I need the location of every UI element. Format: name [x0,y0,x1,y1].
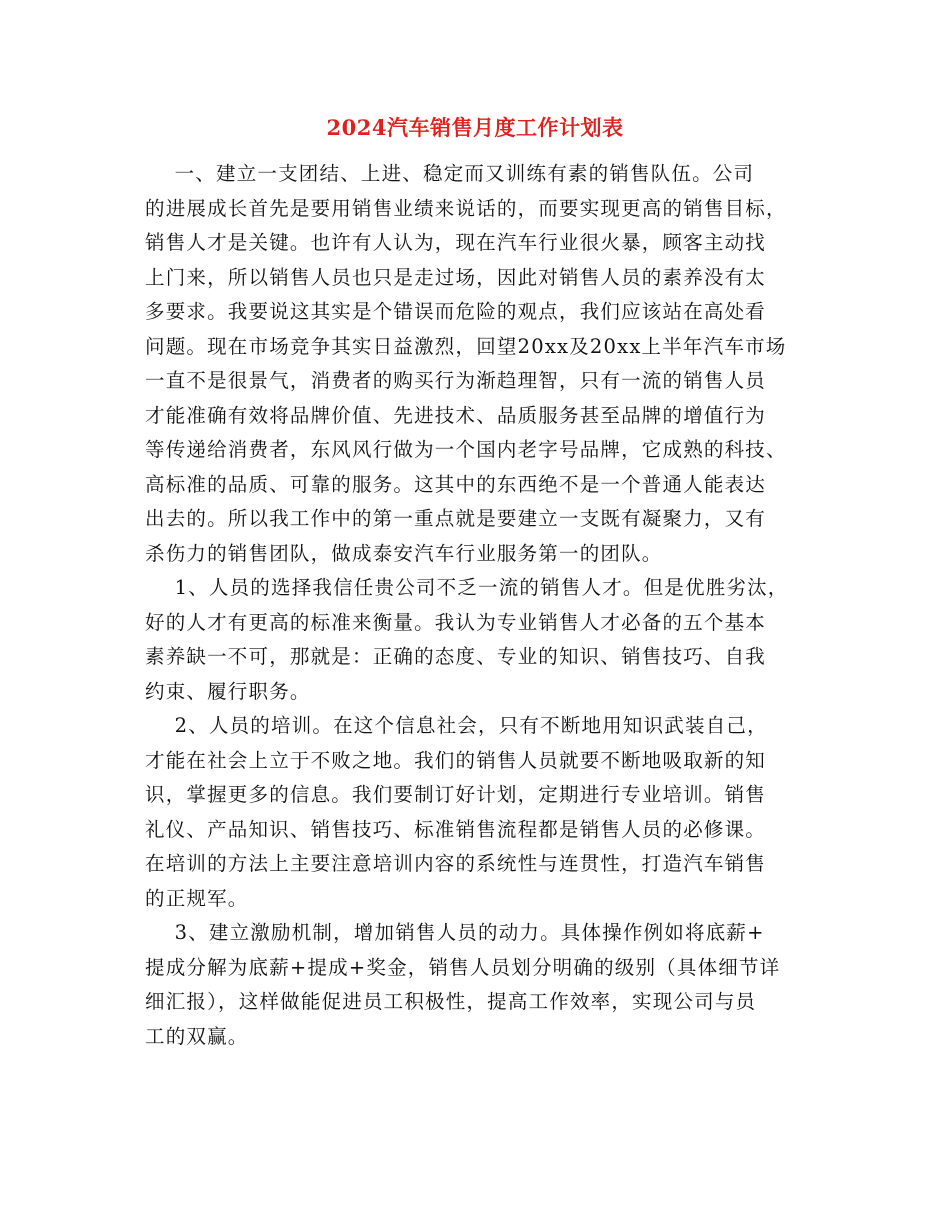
body-text-line: 销售人才是关键。也许有人认为，现在汽车行业很火暴，顾客主动找 [145,231,767,254]
body-text-line: 好的人才有更高的标准来衡量。我认为专业销售人才必备的五个基本 [145,610,767,634]
body-text-line: 识，掌握更多的信息。我们要制订好计划，定期进行专业培训。销售 [145,783,767,806]
body-text-line: 在培训的方法上主要注意培训内容的系统性与连贯性，打造汽车销售 [145,852,767,875]
body-text-line: 问题。现在市场竞争其实日益激烈，回望20xx及20xx上半年汽车市场 [145,334,787,358]
body-text-line: 一直不是很景气，消费者的购买行为渐趋理智，只有一流的销售人员 [145,369,767,392]
document-title: 2024汽车销售月度工作计划表 [326,115,624,140]
body-text-line: 上门来，所以销售人员也只是走过场，因此对销售人员的素养没有太 [145,265,767,289]
body-text-line: 礼仪、产品知识、销售技巧、标准销售流程都是销售人员的必修课。 [145,817,767,841]
body-text-line: 素养缺一不可，那就是：正确的态度、专业的知识、销售技巧、自我 [145,645,767,668]
body-text-line: 一、建立一支团结、上进、稳定而又训练有素的销售队伍。公司 [145,162,755,185]
body-text-line: 工的双赢。 [145,1024,249,1048]
body-text-line: 约束、履行职务。 [145,679,311,703]
body-text-line: 1、人员的选择我信任贵公司不乏一流的销售人才。但是优胜劣汰， [145,576,789,599]
body-text-line: 等传递给消费者，东风风行做为一个国内老字号品牌，它成熟的科技、 [145,438,787,461]
body-text-line: 3、建立激励机制，增加销售人员的动力。具体操作例如将底薪+ [145,921,765,944]
body-text-line: 杀伤力的销售团队，做成泰安汽车行业服务第一的团队。 [145,541,663,565]
body-text-line: 才能在社会上立于不败之地。我们的销售人员就要不断地吸取新的知 [145,748,767,772]
body-text-line: 高标准的品质、可靠的服务。这其中的东西绝不是一个普通人能表达 [145,472,767,496]
body-text-line: 的正规军。 [145,886,249,910]
body-text-line: 出去的。所以我工作中的第一重点就是要建立一支既有凝聚力，又有 [145,507,767,530]
body-text-line: 多要求。我要说这其实是个错误而危险的观点，我们应该站在高处看 [145,300,767,323]
body-text-line: 提成分解为底薪+提成+奖金，销售人员划分明确的级别（具体细节详 [145,955,781,979]
body-text-line: 细汇报），这样做能促进员工积极性，提高工作效率，实现公司与员 [145,990,757,1013]
body-text-line: 才能准确有效将品牌价值、先进技术、品质服务甚至品牌的增值行为 [145,403,767,427]
body-text-line: 2、人员的培训。在这个信息社会，只有不断地用知识武装自己， [145,714,768,737]
body-text-line: 的进展成长首先是要用销售业绩来说话的，而要实现更高的销售目标， [145,196,787,220]
document-body [145,157,835,1054]
